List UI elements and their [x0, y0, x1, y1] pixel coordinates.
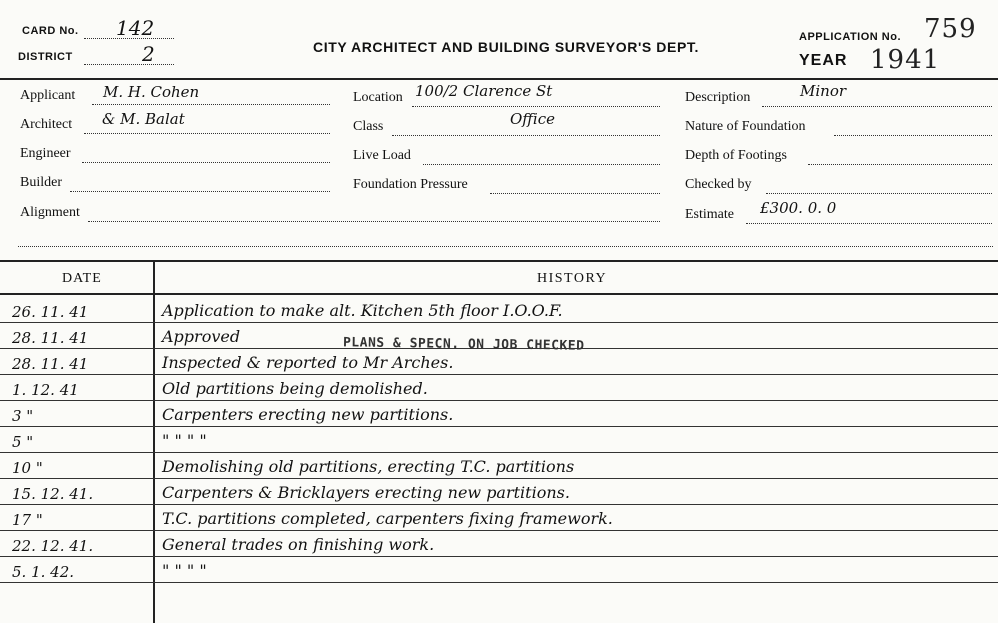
card-no-label: CARD No. — [22, 25, 79, 37]
location-value: 100/2 Clarence St — [415, 82, 553, 100]
nature-of-foundation-label: Nature of Foundation — [685, 119, 806, 134]
row-entry: Inspected & reported to Mr Arches. — [162, 353, 454, 372]
dept-title: CITY ARCHITECT AND BUILDING SURVEYOR'S DEPT. — [313, 39, 699, 55]
location-label: Location — [353, 90, 403, 105]
district-value: 2 — [142, 42, 155, 66]
date-header: DATE — [62, 271, 102, 286]
year-value: 1941 — [870, 45, 941, 75]
alignment-line — [88, 221, 660, 222]
architect-label: Architect — [20, 117, 73, 132]
blank-line — [18, 246, 993, 247]
card-no-line — [84, 38, 174, 39]
row-date: 17 " — [12, 511, 43, 529]
architect-line — [84, 133, 330, 134]
row-entry: Carpenters & Bricklayers erecting new partitions. — [162, 483, 570, 502]
table-row — [0, 479, 998, 505]
live-load-line — [423, 164, 660, 165]
estimate-line — [746, 223, 992, 224]
live-load-label: Live Load — [353, 148, 411, 163]
checked-by-label: Checked by — [685, 177, 752, 192]
row-entry: " " " " — [162, 561, 207, 580]
row-date: 3 " — [12, 407, 34, 425]
class-value: Office — [510, 110, 555, 128]
builder-label: Builder — [20, 175, 62, 190]
row-rule — [0, 582, 998, 583]
class-line — [392, 135, 660, 136]
checked-by-line — [766, 193, 992, 194]
district-label: DISTRICT — [18, 51, 73, 63]
builder-line — [70, 191, 330, 192]
plans-checked-stamp: PLANS & SPECN. ON JOB CHECKED — [342, 335, 585, 354]
application-no-label: APPLICATION No. — [799, 31, 902, 43]
table-row — [0, 297, 998, 323]
row-entry: Approved — [162, 327, 241, 346]
description-value: Minor — [800, 82, 847, 100]
table-row — [0, 505, 998, 531]
table-header-rule — [0, 293, 998, 295]
row-entry: Application to make alt. Kitchen 5th floor I.O.O.F. — [162, 301, 563, 320]
header-rule — [0, 78, 998, 80]
applicant-label: Applicant — [20, 88, 76, 103]
row-date: 28. 11. 41 — [12, 355, 89, 373]
history-header: HISTORY — [537, 271, 608, 286]
table-row — [0, 401, 998, 427]
year-label: YEAR — [799, 52, 848, 69]
row-entry: Demolishing old partitions, erecting T.C. partitions — [162, 457, 575, 476]
row-date: 5 " — [12, 433, 34, 451]
description-line — [762, 106, 992, 107]
table-row — [0, 427, 998, 453]
row-date: 1. 12. 41 — [12, 381, 79, 399]
table-row — [0, 375, 998, 401]
engineer-line — [82, 162, 330, 163]
applicant-line — [92, 104, 330, 105]
architect-value: & M. Balat — [102, 110, 185, 128]
table-row — [0, 557, 998, 583]
depth-of-footings-label: Depth of Footings — [685, 148, 787, 163]
table-row — [0, 349, 998, 375]
row-date: 26. 11. 41 — [12, 303, 89, 321]
row-entry: " " " " — [162, 431, 207, 450]
estimate-value: £300. 0. 0 — [760, 199, 837, 217]
row-entry: Carpenters erecting new partitions. — [162, 405, 454, 424]
row-entry: Old partitions being demolished. — [162, 379, 428, 398]
class-label: Class — [353, 119, 384, 134]
foundation-pressure-line — [490, 193, 660, 194]
description-label: Description — [685, 90, 751, 105]
card-no-value: 142 — [116, 16, 155, 40]
row-entry: T.C. partitions completed, carpenters fixing framework. — [162, 509, 613, 528]
table-row — [0, 531, 998, 557]
foundation-pressure-label: Foundation Pressure — [353, 177, 468, 192]
row-date: 5. 1. 42. — [12, 563, 75, 581]
estimate-label: Estimate — [685, 207, 734, 222]
table-top-rule — [0, 260, 998, 262]
applicant-value: M. H. Cohen — [103, 83, 200, 101]
table-row — [0, 453, 998, 479]
row-entry: General trades on finishing work. — [162, 535, 435, 554]
engineer-label: Engineer — [20, 146, 71, 161]
district-line — [84, 64, 174, 65]
depth-of-footings-line — [808, 164, 992, 165]
row-date: 28. 11. 41 — [12, 329, 89, 347]
location-line — [412, 106, 660, 107]
row-date: 10 " — [12, 459, 43, 477]
application-no-value: 759 — [924, 14, 977, 44]
nature-of-foundation-line — [834, 135, 992, 136]
row-date: 15. 12. 41. — [12, 485, 94, 503]
alignment-label: Alignment — [20, 205, 80, 220]
row-date: 22. 12. 41. — [12, 537, 94, 555]
